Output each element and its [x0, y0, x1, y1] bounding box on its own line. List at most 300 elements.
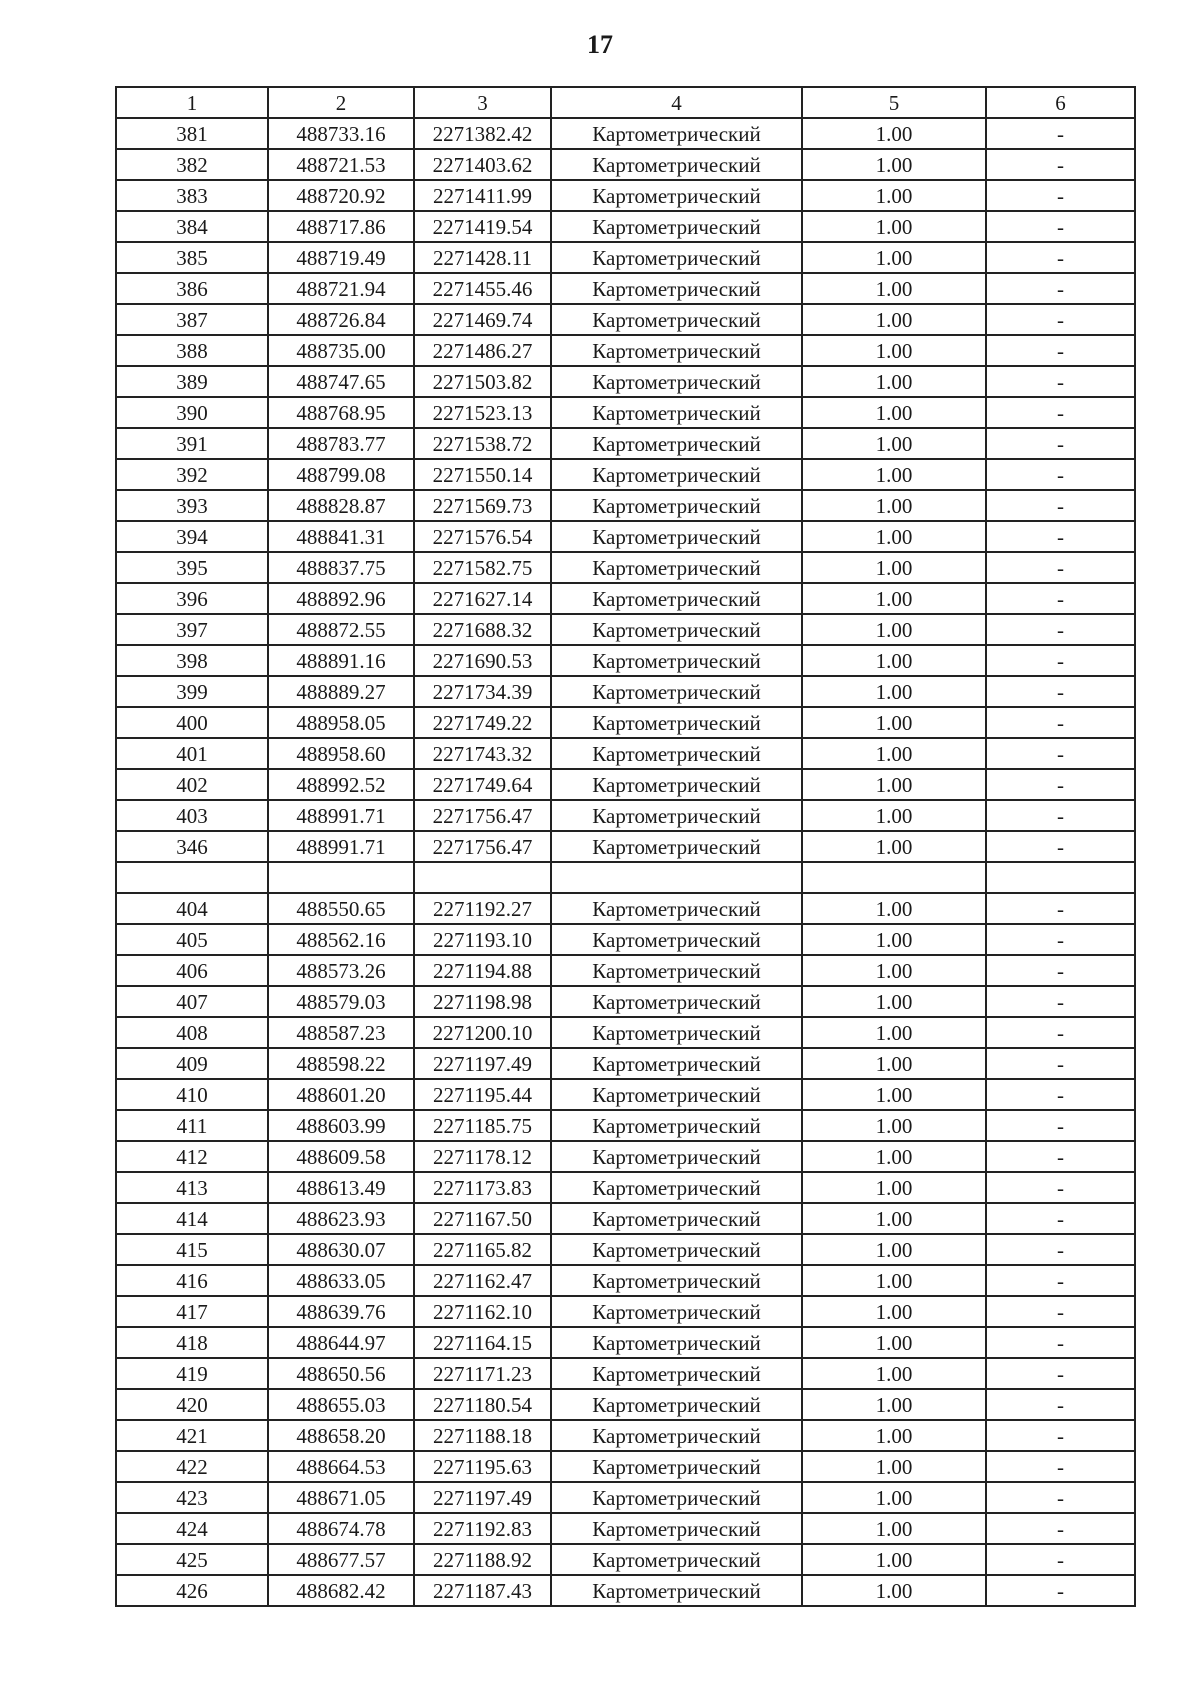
point-number-cell: 421 [116, 1420, 268, 1451]
x-coordinate-cell: 488644.97 [268, 1327, 414, 1358]
point-number-cell: 419 [116, 1358, 268, 1389]
x-coordinate-cell: 488721.94 [268, 273, 414, 304]
note-cell: - [986, 1296, 1135, 1327]
point-number-cell: 384 [116, 211, 268, 242]
accuracy-cell: 1.00 [802, 1544, 986, 1575]
y-coordinate-cell: 2271192.27 [414, 893, 551, 924]
x-coordinate-cell: 488682.42 [268, 1575, 414, 1606]
point-number-cell: 415 [116, 1234, 268, 1265]
method-cell: Картометрический [551, 552, 802, 583]
note-cell: - [986, 1358, 1135, 1389]
y-coordinate-cell: 2271173.83 [414, 1172, 551, 1203]
point-number-cell: 411 [116, 1110, 268, 1141]
accuracy-cell: 1.00 [802, 1420, 986, 1451]
method-cell: Картометрический [551, 1141, 802, 1172]
y-coordinate-cell: 2271200.10 [414, 1017, 551, 1048]
note-cell: - [986, 738, 1135, 769]
accuracy-cell: 1.00 [802, 1513, 986, 1544]
accuracy-cell: 1.00 [802, 1048, 986, 1079]
y-coordinate-cell: 2271411.99 [414, 180, 551, 211]
accuracy-cell [802, 862, 986, 893]
table-row [116, 986, 1135, 1017]
method-cell [551, 862, 802, 893]
x-coordinate-cell: 488633.05 [268, 1265, 414, 1296]
accuracy-cell: 1.00 [802, 1482, 986, 1513]
y-coordinate-cell: 2271382.42 [414, 118, 551, 149]
table-row [116, 428, 1135, 459]
table-row [116, 490, 1135, 521]
point-number-cell: 404 [116, 893, 268, 924]
x-coordinate-cell: 488828.87 [268, 490, 414, 521]
y-coordinate-cell: 2271734.39 [414, 676, 551, 707]
method-cell: Картометрический [551, 614, 802, 645]
point-number-cell: 416 [116, 1265, 268, 1296]
x-coordinate-cell: 488655.03 [268, 1389, 414, 1420]
x-coordinate-cell: 488837.75 [268, 552, 414, 583]
method-cell: Картометрический [551, 955, 802, 986]
method-cell: Картометрический [551, 118, 802, 149]
point-number-cell: 426 [116, 1575, 268, 1606]
method-cell: Картометрический [551, 1544, 802, 1575]
note-cell: - [986, 1048, 1135, 1079]
x-coordinate-cell: 488958.05 [268, 707, 414, 738]
note-cell: - [986, 614, 1135, 645]
y-coordinate-cell: 2271187.43 [414, 1575, 551, 1606]
accuracy-cell: 1.00 [802, 242, 986, 273]
point-number-cell: 394 [116, 521, 268, 552]
accuracy-cell: 1.00 [802, 1203, 986, 1234]
note-cell: - [986, 924, 1135, 955]
table-row [116, 676, 1135, 707]
accuracy-cell: 1.00 [802, 149, 986, 180]
note-cell: - [986, 149, 1135, 180]
accuracy-cell: 1.00 [802, 521, 986, 552]
method-cell: Картометрический [551, 1420, 802, 1451]
column-header: 5 [802, 87, 986, 118]
y-coordinate-cell: 2271403.62 [414, 149, 551, 180]
table-row [116, 180, 1135, 211]
note-cell: - [986, 1482, 1135, 1513]
accuracy-cell: 1.00 [802, 397, 986, 428]
method-cell: Картометрический [551, 1451, 802, 1482]
y-coordinate-cell: 2271164.15 [414, 1327, 551, 1358]
y-coordinate-cell: 2271576.54 [414, 521, 551, 552]
method-cell: Картометрический [551, 304, 802, 335]
point-number-cell: 406 [116, 955, 268, 986]
y-coordinate-cell: 2271178.12 [414, 1141, 551, 1172]
note-cell: - [986, 955, 1135, 986]
table-row [116, 1203, 1135, 1234]
accuracy-cell: 1.00 [802, 676, 986, 707]
method-cell: Картометрический [551, 738, 802, 769]
table-row [116, 242, 1135, 273]
y-coordinate-cell: 2271756.47 [414, 800, 551, 831]
method-cell: Картометрический [551, 986, 802, 1017]
accuracy-cell: 1.00 [802, 800, 986, 831]
y-coordinate-cell: 2271419.54 [414, 211, 551, 242]
x-coordinate-cell: 488783.77 [268, 428, 414, 459]
table-row [116, 1110, 1135, 1141]
method-cell: Картометрический [551, 1575, 802, 1606]
accuracy-cell: 1.00 [802, 645, 986, 676]
method-cell: Картометрический [551, 1234, 802, 1265]
point-number-cell: 385 [116, 242, 268, 273]
method-cell: Картометрический [551, 924, 802, 955]
x-coordinate-cell: 488891.16 [268, 645, 414, 676]
y-coordinate-cell: 2271195.44 [414, 1079, 551, 1110]
table-row [116, 366, 1135, 397]
method-cell: Картометрический [551, 273, 802, 304]
point-number-cell: 402 [116, 769, 268, 800]
column-header: 6 [986, 87, 1135, 118]
point-number-cell: 383 [116, 180, 268, 211]
note-cell: - [986, 1141, 1135, 1172]
method-cell: Картометрический [551, 211, 802, 242]
y-coordinate-cell: 2271523.13 [414, 397, 551, 428]
accuracy-cell: 1.00 [802, 614, 986, 645]
accuracy-cell: 1.00 [802, 1389, 986, 1420]
y-coordinate-cell: 2271194.88 [414, 955, 551, 986]
accuracy-cell: 1.00 [802, 273, 986, 304]
table-row [116, 1451, 1135, 1482]
note-cell: - [986, 1234, 1135, 1265]
table-row [116, 614, 1135, 645]
table-row [116, 1048, 1135, 1079]
x-coordinate-cell: 488677.57 [268, 1544, 414, 1575]
accuracy-cell: 1.00 [802, 1234, 986, 1265]
method-cell: Картометрический [551, 149, 802, 180]
method-cell: Картометрический [551, 242, 802, 273]
table-row [116, 118, 1135, 149]
method-cell: Картометрический [551, 1389, 802, 1420]
method-cell: Картометрический [551, 1265, 802, 1296]
note-cell: - [986, 769, 1135, 800]
x-coordinate-cell: 488664.53 [268, 1451, 414, 1482]
point-number-cell: 398 [116, 645, 268, 676]
y-coordinate-cell: 2271749.64 [414, 769, 551, 800]
x-coordinate-cell: 488726.84 [268, 304, 414, 335]
note-cell: - [986, 1451, 1135, 1482]
column-header: 2 [268, 87, 414, 118]
x-coordinate-cell: 488598.22 [268, 1048, 414, 1079]
x-coordinate-cell: 488841.31 [268, 521, 414, 552]
table-row [116, 955, 1135, 986]
y-coordinate-cell: 2271550.14 [414, 459, 551, 490]
x-coordinate-cell: 488735.00 [268, 335, 414, 366]
x-coordinate-cell [268, 862, 414, 893]
accuracy-cell: 1.00 [802, 118, 986, 149]
method-cell: Картометрический [551, 521, 802, 552]
method-cell: Картометрический [551, 1017, 802, 1048]
point-number-cell: 346 [116, 831, 268, 862]
table-row [116, 335, 1135, 366]
method-cell: Картометрический [551, 645, 802, 676]
y-coordinate-cell: 2271455.46 [414, 273, 551, 304]
method-cell: Картометрический [551, 707, 802, 738]
table-row [116, 645, 1135, 676]
note-cell: - [986, 180, 1135, 211]
accuracy-cell: 1.00 [802, 1017, 986, 1048]
table-row [116, 769, 1135, 800]
y-coordinate-cell: 2271162.10 [414, 1296, 551, 1327]
note-cell: - [986, 1420, 1135, 1451]
x-coordinate-cell: 488992.52 [268, 769, 414, 800]
point-number-cell: 400 [116, 707, 268, 738]
method-cell: Картометрический [551, 1203, 802, 1234]
point-number-cell: 401 [116, 738, 268, 769]
accuracy-cell: 1.00 [802, 738, 986, 769]
y-coordinate-cell: 2271749.22 [414, 707, 551, 738]
x-coordinate-cell: 488719.49 [268, 242, 414, 273]
table-row [116, 521, 1135, 552]
point-number-cell: 395 [116, 552, 268, 583]
accuracy-cell: 1.00 [802, 1327, 986, 1358]
y-coordinate-cell: 2271503.82 [414, 366, 551, 397]
note-cell: - [986, 118, 1135, 149]
accuracy-cell: 1.00 [802, 1358, 986, 1389]
x-coordinate-cell: 488991.71 [268, 831, 414, 862]
point-number-cell: 392 [116, 459, 268, 490]
method-cell: Картометрический [551, 490, 802, 521]
point-number-cell: 418 [116, 1327, 268, 1358]
table-row [116, 1513, 1135, 1544]
x-coordinate-cell: 488721.53 [268, 149, 414, 180]
accuracy-cell: 1.00 [802, 459, 986, 490]
table-row [116, 583, 1135, 614]
note-cell: - [986, 273, 1135, 304]
x-coordinate-cell: 488623.93 [268, 1203, 414, 1234]
table-row [116, 1265, 1135, 1296]
y-coordinate-cell: 2271185.75 [414, 1110, 551, 1141]
point-number-cell: 417 [116, 1296, 268, 1327]
x-coordinate-cell: 488768.95 [268, 397, 414, 428]
note-cell [986, 862, 1135, 893]
table-row [116, 1482, 1135, 1513]
accuracy-cell: 1.00 [802, 1079, 986, 1110]
coordinates-table [115, 86, 1136, 1607]
table-row [116, 862, 1135, 893]
table-row [116, 707, 1135, 738]
y-coordinate-cell: 2271188.18 [414, 1420, 551, 1451]
method-cell: Картометрический [551, 459, 802, 490]
y-coordinate-cell: 2271188.92 [414, 1544, 551, 1575]
note-cell: - [986, 552, 1135, 583]
table-row [116, 831, 1135, 862]
note-cell: - [986, 1203, 1135, 1234]
note-cell: - [986, 707, 1135, 738]
note-cell: - [986, 583, 1135, 614]
table-row [116, 1172, 1135, 1203]
point-number-cell [116, 862, 268, 893]
x-coordinate-cell: 488720.92 [268, 180, 414, 211]
x-coordinate-cell: 488717.86 [268, 211, 414, 242]
x-coordinate-cell: 488658.20 [268, 1420, 414, 1451]
y-coordinate-cell [414, 862, 551, 893]
point-number-cell: 407 [116, 986, 268, 1017]
note-cell: - [986, 397, 1135, 428]
x-coordinate-cell: 488671.05 [268, 1482, 414, 1513]
note-cell: - [986, 1110, 1135, 1141]
table-row [116, 459, 1135, 490]
accuracy-cell: 1.00 [802, 211, 986, 242]
method-cell: Картометрический [551, 366, 802, 397]
accuracy-cell: 1.00 [802, 1110, 986, 1141]
table-row [116, 304, 1135, 335]
note-cell: - [986, 521, 1135, 552]
point-number-cell: 422 [116, 1451, 268, 1482]
point-number-cell: 408 [116, 1017, 268, 1048]
accuracy-cell: 1.00 [802, 583, 986, 614]
method-cell: Картометрический [551, 1296, 802, 1327]
note-cell: - [986, 986, 1135, 1017]
table-row [116, 1358, 1135, 1389]
note-cell: - [986, 800, 1135, 831]
point-number-cell: 391 [116, 428, 268, 459]
y-coordinate-cell: 2271627.14 [414, 583, 551, 614]
method-cell: Картометрический [551, 1358, 802, 1389]
x-coordinate-cell: 488872.55 [268, 614, 414, 645]
column-header: 1 [116, 87, 268, 118]
note-cell: - [986, 676, 1135, 707]
x-coordinate-cell: 488630.07 [268, 1234, 414, 1265]
method-cell: Картометрический [551, 1110, 802, 1141]
point-number-cell: 389 [116, 366, 268, 397]
accuracy-cell: 1.00 [802, 707, 986, 738]
table-row [116, 1296, 1135, 1327]
note-cell: - [986, 211, 1135, 242]
table-row [116, 800, 1135, 831]
x-coordinate-cell: 488587.23 [268, 1017, 414, 1048]
y-coordinate-cell: 2271197.49 [414, 1482, 551, 1513]
y-coordinate-cell: 2271582.75 [414, 552, 551, 583]
x-coordinate-cell: 488733.16 [268, 118, 414, 149]
x-coordinate-cell: 488639.76 [268, 1296, 414, 1327]
x-coordinate-cell: 488603.99 [268, 1110, 414, 1141]
x-coordinate-cell: 488892.96 [268, 583, 414, 614]
x-coordinate-cell: 488601.20 [268, 1079, 414, 1110]
accuracy-cell: 1.00 [802, 955, 986, 986]
method-cell: Картометрический [551, 583, 802, 614]
note-cell: - [986, 366, 1135, 397]
x-coordinate-cell: 488562.16 [268, 924, 414, 955]
point-number-cell: 390 [116, 397, 268, 428]
y-coordinate-cell: 2271171.23 [414, 1358, 551, 1389]
note-cell: - [986, 1575, 1135, 1606]
table-row [116, 552, 1135, 583]
note-cell: - [986, 459, 1135, 490]
y-coordinate-cell: 2271195.63 [414, 1451, 551, 1482]
accuracy-cell: 1.00 [802, 180, 986, 211]
table-row [116, 1575, 1135, 1606]
y-coordinate-cell: 2271198.98 [414, 986, 551, 1017]
note-cell: - [986, 1265, 1135, 1296]
note-cell: - [986, 893, 1135, 924]
accuracy-cell: 1.00 [802, 1296, 986, 1327]
table-row [116, 1141, 1135, 1172]
page-number: 17 [587, 30, 613, 59]
y-coordinate-cell: 2271486.27 [414, 335, 551, 366]
method-cell: Картометрический [551, 397, 802, 428]
table-row [116, 924, 1135, 955]
x-coordinate-cell: 488650.56 [268, 1358, 414, 1389]
note-cell: - [986, 645, 1135, 676]
table-row [116, 211, 1135, 242]
table-row [116, 1544, 1135, 1575]
y-coordinate-cell: 2271428.11 [414, 242, 551, 273]
method-cell: Картометрический [551, 769, 802, 800]
note-cell: - [986, 1079, 1135, 1110]
x-coordinate-cell: 488889.27 [268, 676, 414, 707]
table-row [116, 893, 1135, 924]
note-cell: - [986, 1544, 1135, 1575]
accuracy-cell: 1.00 [802, 1265, 986, 1296]
method-cell: Картометрический [551, 800, 802, 831]
note-cell: - [986, 1327, 1135, 1358]
point-number-cell: 386 [116, 273, 268, 304]
table-row [116, 149, 1135, 180]
accuracy-cell: 1.00 [802, 986, 986, 1017]
point-number-cell: 399 [116, 676, 268, 707]
y-coordinate-cell: 2271193.10 [414, 924, 551, 955]
y-coordinate-cell: 2271192.83 [414, 1513, 551, 1544]
x-coordinate-cell: 488991.71 [268, 800, 414, 831]
table-row [116, 1017, 1135, 1048]
accuracy-cell: 1.00 [802, 1141, 986, 1172]
x-coordinate-cell: 488550.65 [268, 893, 414, 924]
x-coordinate-cell: 488958.60 [268, 738, 414, 769]
accuracy-cell: 1.00 [802, 490, 986, 521]
accuracy-cell: 1.00 [802, 335, 986, 366]
point-number-cell: 413 [116, 1172, 268, 1203]
y-coordinate-cell: 2271180.54 [414, 1389, 551, 1420]
point-number-cell: 412 [116, 1141, 268, 1172]
x-coordinate-cell: 488609.58 [268, 1141, 414, 1172]
point-number-cell: 381 [116, 118, 268, 149]
point-number-cell: 410 [116, 1079, 268, 1110]
table-row [116, 738, 1135, 769]
y-coordinate-cell: 2271165.82 [414, 1234, 551, 1265]
note-cell: - [986, 428, 1135, 459]
accuracy-cell: 1.00 [802, 428, 986, 459]
x-coordinate-cell: 488799.08 [268, 459, 414, 490]
point-number-cell: 425 [116, 1544, 268, 1575]
column-header: 3 [414, 87, 551, 118]
method-cell: Картометрический [551, 831, 802, 862]
accuracy-cell: 1.00 [802, 552, 986, 583]
table-row [116, 1079, 1135, 1110]
accuracy-cell: 1.00 [802, 1172, 986, 1203]
accuracy-cell: 1.00 [802, 1575, 986, 1606]
x-coordinate-cell: 488579.03 [268, 986, 414, 1017]
table-row [116, 1327, 1135, 1358]
table-row [116, 1389, 1135, 1420]
accuracy-cell: 1.00 [802, 924, 986, 955]
point-number-cell: 388 [116, 335, 268, 366]
note-cell: - [986, 1513, 1135, 1544]
note-cell: - [986, 831, 1135, 862]
table-row [116, 1420, 1135, 1451]
method-cell: Картометрический [551, 676, 802, 707]
point-number-cell: 423 [116, 1482, 268, 1513]
method-cell: Картометрический [551, 1327, 802, 1358]
x-coordinate-cell: 488573.26 [268, 955, 414, 986]
y-coordinate-cell: 2271162.47 [414, 1265, 551, 1296]
point-number-cell: 424 [116, 1513, 268, 1544]
point-number-cell: 382 [116, 149, 268, 180]
method-cell: Картометрический [551, 1079, 802, 1110]
point-number-cell: 409 [116, 1048, 268, 1079]
y-coordinate-cell: 2271688.32 [414, 614, 551, 645]
